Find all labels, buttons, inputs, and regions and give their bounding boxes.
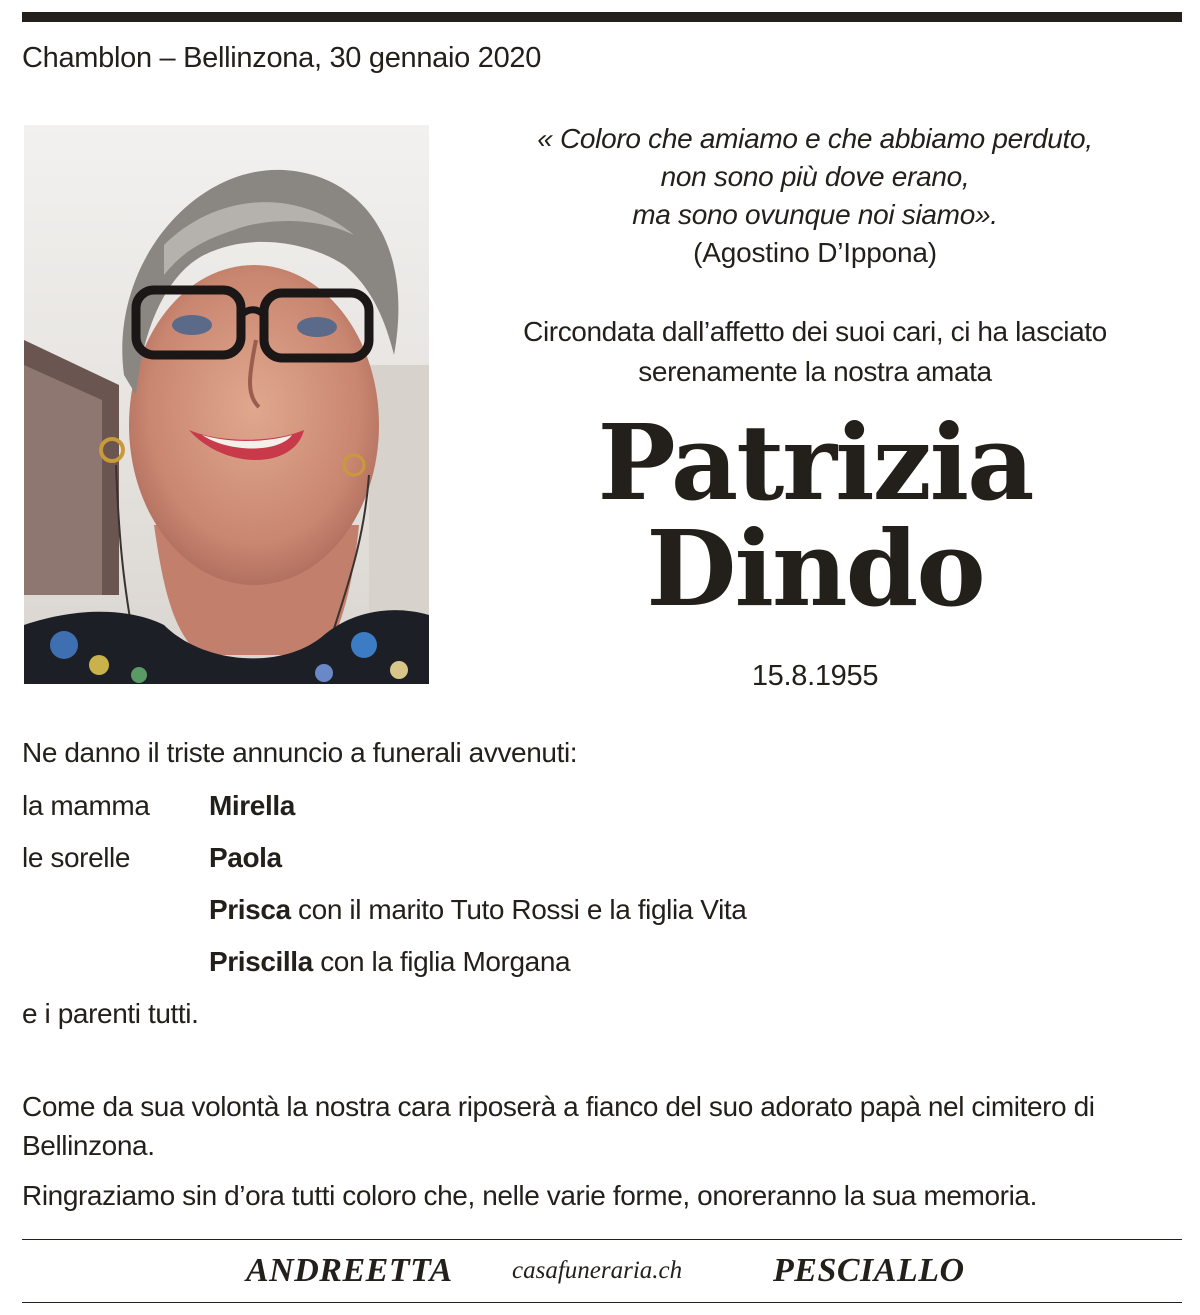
birth-date: 15.8.1955 bbox=[751, 660, 879, 692]
relative-row bbox=[22, 894, 746, 926]
quote-line: non sono più dove erano, bbox=[660, 161, 970, 192]
thanks-text: Ringraziamo sin d’ora tutti coloro che, nelle varie forme, onoreranno la sua memoria. bbox=[22, 1180, 1037, 1211]
portrait-photo bbox=[24, 125, 429, 684]
intro-text bbox=[450, 312, 1180, 392]
relative-row bbox=[22, 842, 282, 874]
funeral-home-pesciallo: PESCIALLO bbox=[773, 1252, 965, 1289]
quote-line: « Coloro che amiamo e che abbiamo perduto, bbox=[537, 123, 1093, 154]
funeral-home-website[interactable]: casafuneraria.ch bbox=[512, 1257, 683, 1284]
relative-detail: con la figlia Morgana bbox=[312, 946, 571, 977]
relation-label: le sorelle bbox=[22, 842, 131, 873]
relative-detail: con il marito Tuto Rossi e la figlia Vita bbox=[290, 894, 747, 925]
relation-label: la mamma bbox=[22, 790, 150, 821]
other-relatives: e i parenti tutti. bbox=[22, 998, 199, 1029]
memorial-quote bbox=[450, 120, 1180, 272]
deceased-name bbox=[450, 401, 1180, 630]
relative-name: Paola bbox=[209, 842, 282, 873]
relative-name: Priscilla bbox=[209, 946, 313, 977]
quote-author: (Agostino D’Ippona) bbox=[693, 237, 937, 268]
intro-line: serenamente la nostra amata bbox=[638, 356, 992, 387]
relative-name: Mirella bbox=[209, 790, 295, 821]
footer-bottom-rule bbox=[22, 1302, 1182, 1303]
footer-top-rule bbox=[22, 1239, 1182, 1240]
quote-line: ma sono ovunque noi siamo». bbox=[632, 199, 998, 230]
relative-name: Prisca bbox=[209, 894, 291, 925]
relative-row bbox=[22, 790, 295, 822]
top-rule bbox=[22, 12, 1182, 22]
last-name: Dindo bbox=[646, 507, 984, 630]
intro-line: Circondata dall’affetto dei suoi cari, ci ha lasciato bbox=[523, 316, 1107, 347]
announcement-text: Ne danno il triste annuncio a funerali avvenuti: bbox=[22, 737, 578, 768]
burial-text: Come da sua volontà la nostra cara riposerà a fianco del suo adorato papà nel cimitero di Bellinzona. bbox=[22, 1091, 1095, 1161]
dateline: Chamblon – Bellinzona, 30 gennaio 2020 bbox=[22, 42, 542, 74]
first-name: Patrizia bbox=[597, 401, 1033, 524]
relative-row bbox=[22, 946, 570, 978]
funeral-home-andreetta: ANDREETTA bbox=[246, 1252, 453, 1289]
